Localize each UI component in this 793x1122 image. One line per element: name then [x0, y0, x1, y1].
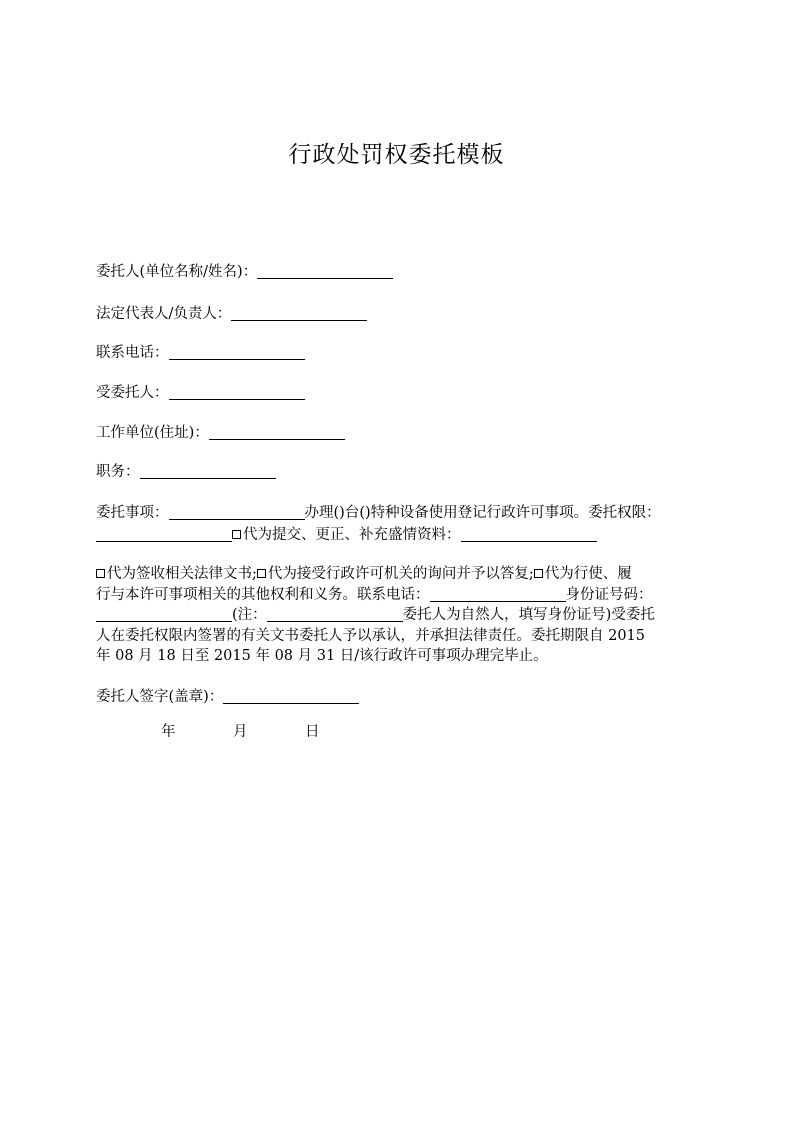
position-row: [96, 462, 276, 482]
principal-label: 委托人(单位名称/姓名)：: [96, 264, 258, 280]
workplace-row: [96, 423, 345, 443]
authority-line-5: 年 08 月 18 日至 2015 年 08 月 31 日/该行政许可事项办理完毕止。: [96, 648, 548, 664]
contact-phone-blank[interactable]: [430, 587, 566, 602]
option-answer-inquiry: 代为接受行政许可机关的询问并予以答复;: [267, 566, 534, 582]
authority-blank[interactable]: [96, 527, 232, 542]
note-open: (注：: [232, 607, 267, 623]
id-number-blank[interactable]: [96, 607, 232, 622]
signature-row: [96, 687, 359, 707]
agent-row: [96, 383, 305, 403]
date-day: 日: [305, 724, 320, 740]
checkbox-submit[interactable]: [232, 530, 241, 539]
checkbox-exercise-rights[interactable]: [534, 569, 543, 578]
principal-blank[interactable]: [257, 264, 393, 279]
legal-rep-label: 法定代表人/负责人：: [96, 306, 232, 322]
principal-row: [96, 262, 393, 282]
workplace-label: 工作单位(住址)：: [96, 425, 209, 441]
phone-row: [96, 343, 305, 363]
signature-label: 委托人签字(盖章)：: [96, 689, 224, 705]
materials-blank[interactable]: [461, 527, 597, 542]
phone-blank[interactable]: [169, 345, 305, 360]
option-submit-label: 代为提交、更正、补充盛情资料：: [243, 527, 461, 543]
authority-line-2: [96, 585, 708, 606]
position-blank[interactable]: [140, 464, 276, 479]
agent-blank[interactable]: [169, 385, 305, 400]
signature-blank[interactable]: [223, 689, 359, 704]
matter-text: 办理()台()特种设备使用登记行政许可事项。委托权限：: [304, 505, 661, 521]
authority-line-4: 人在委托权限内签署的有关文书委托人予以承认，并承担法律责任。委托期限自 2015: [96, 627, 646, 644]
date-month: 月: [233, 724, 248, 740]
checkbox-answer-inquiry[interactable]: [257, 569, 266, 578]
date-year: 年: [161, 724, 176, 740]
authority-line-2-text: 行与本许可事项相关的其他权利和义务。联系电话：: [96, 586, 430, 603]
agent-label: 受委托人：: [96, 385, 169, 401]
checkbox-receive-docs[interactable]: [96, 569, 105, 578]
workplace-blank[interactable]: [209, 425, 345, 440]
note-text: 委托人为自然人，填写身份证号)受委托: [402, 607, 655, 623]
option-receive-docs: 代为签收相关法律文书;: [107, 566, 257, 582]
authority-line-3: [96, 605, 708, 626]
authority-paragraph: [96, 564, 708, 667]
document-title: 行政处罚权委托模板: [288, 142, 505, 168]
matter-blank[interactable]: [169, 505, 305, 520]
authority-row-1: [96, 525, 597, 545]
position-label: 职务：: [96, 464, 140, 480]
legal-rep-blank[interactable]: [231, 306, 367, 321]
matter-row: [96, 503, 661, 523]
option-exercise-rights: 代为行使、履: [544, 566, 632, 582]
phone-label: 联系电话：: [96, 345, 169, 361]
legal-rep-row: [96, 304, 367, 324]
authority-line-1: [96, 564, 708, 585]
note-blank[interactable]: [267, 607, 403, 622]
matter-label: 委托事项：: [96, 505, 169, 521]
id-number-label: 身份证号码：: [565, 586, 653, 603]
